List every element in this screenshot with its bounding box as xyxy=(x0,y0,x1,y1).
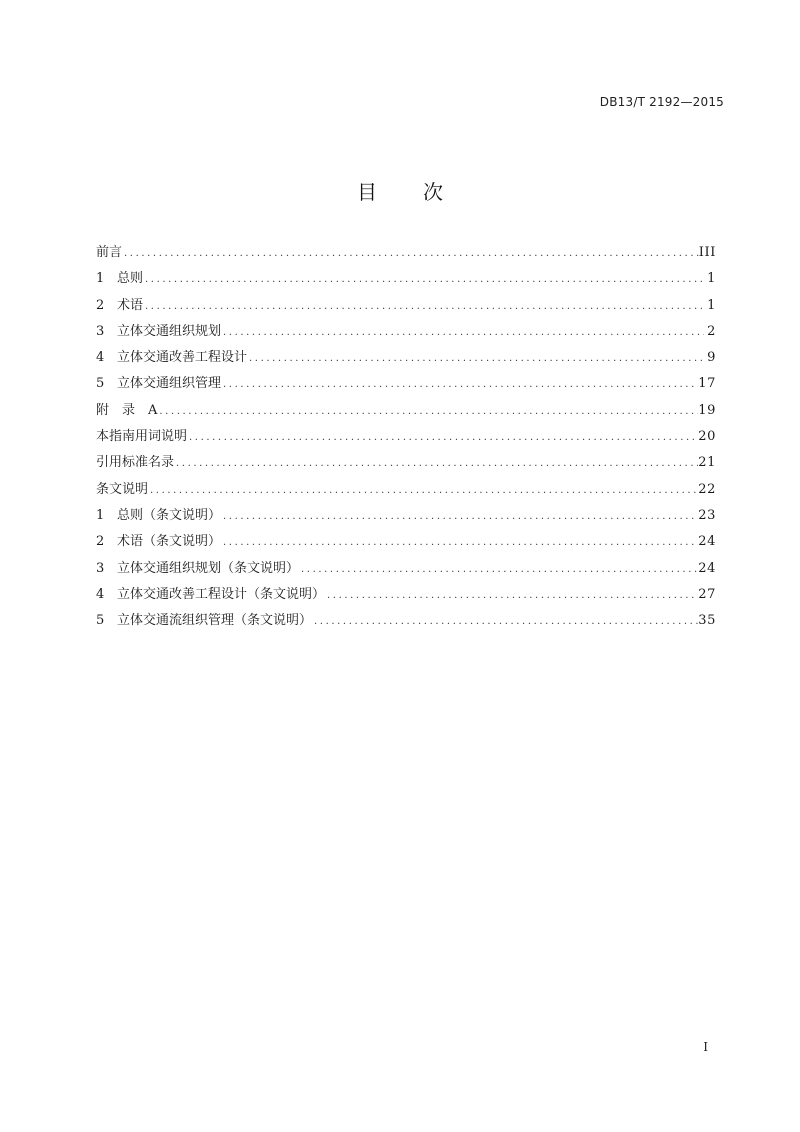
toc-list xyxy=(96,240,716,634)
toc-entry-text: 术语 xyxy=(117,297,144,313)
toc-entry-planning-explanation[interactable] xyxy=(96,556,716,582)
toc-leader-dots xyxy=(124,241,699,267)
toc-leader-dots xyxy=(150,478,698,504)
toc-entry-text: 附 录 A xyxy=(96,402,158,418)
toc-entry-label xyxy=(96,266,145,292)
toc-leader-dots xyxy=(223,372,698,398)
toc-entry-label xyxy=(96,319,223,345)
toc-entry-text: 总则（条文说明） xyxy=(117,507,222,523)
toc-entry-label xyxy=(96,477,150,503)
toc-entry-text: 立体交通组织规划 xyxy=(117,323,222,339)
toc-entry-text: 总则 xyxy=(117,271,144,287)
toc-entry-explanation[interactable] xyxy=(96,477,716,503)
toc-entry-text: 引用标准名录 xyxy=(96,455,175,471)
toc-entry-management-explanation[interactable] xyxy=(96,608,716,634)
toc-entry-planning[interactable] xyxy=(96,319,716,345)
toc-entry-label xyxy=(96,293,145,319)
toc-entry-text: 立体交通组织规划（条文说明） xyxy=(117,560,300,576)
toc-entry-appendix-a[interactable] xyxy=(96,398,716,424)
toc-entry-general[interactable] xyxy=(96,266,716,292)
toc-entry-label xyxy=(96,503,223,529)
toc-entry-label xyxy=(96,240,124,266)
toc-entry-page: 2 xyxy=(707,323,716,339)
toc-leader-dots xyxy=(327,583,698,609)
toc-leader-dots xyxy=(176,451,698,477)
toc-leader-dots xyxy=(145,267,704,293)
toc-entry-wording[interactable] xyxy=(96,424,716,450)
toc-entry-foreword[interactable] xyxy=(96,240,716,266)
toc-leader-dots xyxy=(223,530,698,556)
toc-entry-management[interactable] xyxy=(96,371,716,397)
toc-entry-label xyxy=(96,556,301,582)
toc-entry-page: 20 xyxy=(698,429,716,445)
toc-entry-page: III xyxy=(698,245,716,260)
toc-entry-references[interactable] xyxy=(96,450,716,476)
toc-entry-design-explanation[interactable] xyxy=(96,582,716,608)
toc-entry-text: 立体交通改善工程设计 xyxy=(117,350,248,366)
toc-entry-label xyxy=(96,582,327,608)
toc-entry-number: 1 xyxy=(96,507,105,523)
toc-entry-number: 5 xyxy=(96,613,105,629)
toc-entry-number: 2 xyxy=(96,297,105,313)
document-code: DB13/T 2192—2015 xyxy=(599,95,724,109)
toc-leader-dots xyxy=(223,504,698,530)
toc-entry-page: 24 xyxy=(698,534,716,550)
toc-entry-text: 立体交通流组织管理（条文说明） xyxy=(117,613,313,629)
toc-entry-number: 5 xyxy=(96,376,105,392)
toc-entry-text: 术语（条文说明） xyxy=(117,534,222,550)
toc-entry-text: 本指南用词说明 xyxy=(96,429,188,445)
toc-leader-dots xyxy=(145,294,704,320)
toc-entry-text: 立体交通组织管理 xyxy=(117,376,222,392)
toc-leader-dots xyxy=(314,609,698,635)
toc-entry-label xyxy=(96,345,249,371)
toc-entry-number: 2 xyxy=(96,534,105,550)
toc-entry-label xyxy=(96,371,223,397)
toc-leader-dots xyxy=(301,557,698,583)
toc-entry-text: 条文说明 xyxy=(96,481,149,497)
toc-entry-page: 35 xyxy=(698,613,716,629)
toc-entry-label xyxy=(96,398,159,424)
toc-entry-page: 9 xyxy=(707,350,716,366)
toc-entry-page: 22 xyxy=(698,481,716,497)
toc-entry-terms-explanation[interactable] xyxy=(96,529,716,555)
toc-entry-number: 4 xyxy=(96,350,105,366)
toc-entry-text: 立体交通改善工程设计（条文说明） xyxy=(117,586,326,602)
toc-entry-number: 1 xyxy=(96,271,105,287)
toc-entry-page: 21 xyxy=(698,455,716,471)
toc-entry-terms[interactable] xyxy=(96,293,716,319)
toc-entry-page: 1 xyxy=(707,271,716,287)
toc-leader-dots xyxy=(189,425,698,451)
toc-entry-design[interactable] xyxy=(96,345,716,371)
toc-entry-page: 23 xyxy=(698,507,716,523)
toc-entry-page: 19 xyxy=(698,402,716,418)
toc-entry-general-explanation[interactable] xyxy=(96,503,716,529)
toc-entry-number: 3 xyxy=(96,560,105,576)
toc-entry-page: 27 xyxy=(698,586,716,602)
toc-title: 目次 xyxy=(357,180,489,204)
page-number: I xyxy=(703,1040,708,1054)
toc-entry-label xyxy=(96,450,176,476)
toc-entry-label xyxy=(96,424,189,450)
toc-entry-number: 3 xyxy=(96,323,105,339)
toc-entry-number: 4 xyxy=(96,586,105,602)
toc-entry-text: 前言 xyxy=(96,245,123,260)
toc-entry-label xyxy=(96,608,314,634)
toc-leader-dots xyxy=(159,399,698,425)
toc-entry-page: 17 xyxy=(698,376,716,392)
toc-entry-page: 24 xyxy=(698,560,716,576)
toc-leader-dots xyxy=(223,320,704,346)
toc-entry-page: 1 xyxy=(707,297,716,313)
toc-leader-dots xyxy=(249,346,704,372)
toc-entry-label xyxy=(96,529,223,555)
